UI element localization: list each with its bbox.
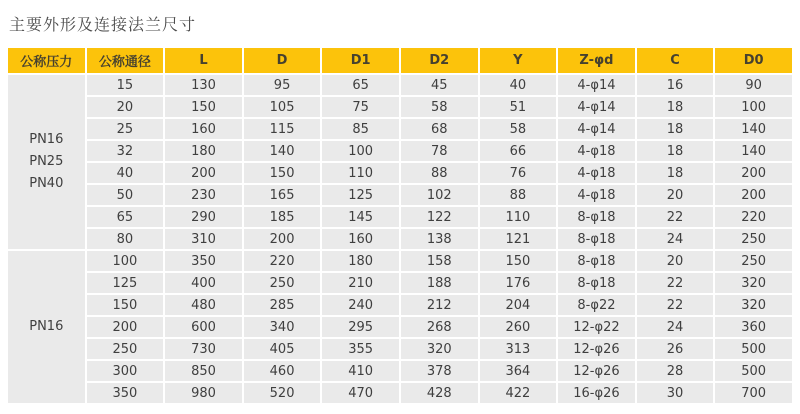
table-cell: 4-φ14 (558, 119, 635, 139)
table-cell: 850 (165, 361, 242, 381)
table-cell: 16-φ26 (558, 383, 635, 403)
table-cell: 125 (87, 273, 164, 293)
table-cell: 250 (244, 273, 321, 293)
table-cell: 200 (715, 185, 792, 205)
table-cell: 160 (165, 119, 242, 139)
table-cell: 90 (715, 75, 792, 95)
table-cell: 320 (401, 339, 478, 359)
table-cell: 28 (637, 361, 714, 381)
table-cell: 176 (480, 273, 557, 293)
table-cell: 138 (401, 229, 478, 249)
table-cell: 130 (165, 75, 242, 95)
table-cell: 350 (165, 251, 242, 271)
table-cell: 295 (322, 317, 399, 337)
table-cell: 200 (87, 317, 164, 337)
table-cell: 185 (244, 207, 321, 227)
table-cell: 18 (637, 163, 714, 183)
table-row (8, 229, 792, 249)
table-cell: 160 (322, 229, 399, 249)
table-row (8, 273, 792, 293)
table-cell: 100 (87, 251, 164, 271)
table-cell: 210 (322, 273, 399, 293)
table-cell: 76 (480, 163, 557, 183)
table-cell: 125 (322, 185, 399, 205)
header-cell: D (244, 48, 321, 73)
table-cell: 18 (637, 119, 714, 139)
table-cell: 22 (637, 295, 714, 315)
table-cell: 75 (322, 97, 399, 117)
pressure-cell (8, 75, 85, 249)
table-row (8, 163, 792, 183)
table-row (8, 75, 792, 95)
table-cell: 250 (715, 229, 792, 249)
table-cell: 200 (244, 229, 321, 249)
table-cell: 12-φ26 (558, 339, 635, 359)
table-cell: 150 (165, 97, 242, 117)
table-cell: 58 (401, 97, 478, 117)
flange-dimension-table (6, 46, 794, 405)
table-cell: 180 (165, 141, 242, 161)
table-cell: 18 (637, 97, 714, 117)
table-cell: 200 (715, 163, 792, 183)
table-cell: 730 (165, 339, 242, 359)
table-cell: 4-φ14 (558, 97, 635, 117)
table-cell: 102 (401, 185, 478, 205)
table-cell: 220 (244, 251, 321, 271)
header-cell: D2 (401, 48, 478, 73)
pressure-label: PN16 (29, 132, 64, 147)
header-cell: D0 (715, 48, 792, 73)
page-title: 主要外形及连接法兰尺寸 (9, 15, 197, 34)
table-cell: 65 (322, 75, 399, 95)
table-cell: 364 (480, 361, 557, 381)
table-cell: 95 (244, 75, 321, 95)
table-cell: 140 (715, 141, 792, 161)
table-cell: 140 (244, 141, 321, 161)
table-cell: 405 (244, 339, 321, 359)
table-cell: 78 (401, 141, 478, 161)
table-row (8, 207, 792, 227)
table-cell: 100 (322, 141, 399, 161)
table-cell: 51 (480, 97, 557, 117)
table-cell: 260 (480, 317, 557, 337)
header-cell: Z-φd (558, 48, 635, 73)
table-cell: 200 (165, 163, 242, 183)
table-cell: 20 (87, 97, 164, 117)
table-cell: 320 (715, 295, 792, 315)
table-cell: 8-φ18 (558, 207, 635, 227)
table-cell: 88 (401, 163, 478, 183)
table-cell: 50 (87, 185, 164, 205)
table-cell: 8-φ22 (558, 295, 635, 315)
table-cell: 158 (401, 251, 478, 271)
table-cell: 230 (165, 185, 242, 205)
table-cell: 12-φ22 (558, 317, 635, 337)
table-row (8, 361, 792, 381)
table-row (8, 119, 792, 139)
pressure-cell (8, 251, 85, 403)
table-cell: 18 (637, 141, 714, 161)
table-row (8, 141, 792, 161)
table-cell: 85 (322, 119, 399, 139)
header-cell: L (165, 48, 242, 73)
table-cell: 150 (244, 163, 321, 183)
table-cell: 8-φ18 (558, 229, 635, 249)
table-cell: 26 (637, 339, 714, 359)
table-cell: 22 (637, 273, 714, 293)
table-row (8, 185, 792, 205)
table-cell: 355 (322, 339, 399, 359)
table-row (8, 97, 792, 117)
table-cell: 422 (480, 383, 557, 403)
header-cell: 公称通径 (87, 48, 164, 73)
table-row (8, 317, 792, 337)
table-cell: 4-φ18 (558, 185, 635, 205)
table-header-row (8, 48, 792, 73)
table-cell: 600 (165, 317, 242, 337)
table-cell: 145 (322, 207, 399, 227)
table-cell: 12-φ26 (558, 361, 635, 381)
table-cell: 24 (637, 229, 714, 249)
table-cell: 22 (637, 207, 714, 227)
table-cell: 40 (480, 75, 557, 95)
table-cell: 140 (715, 119, 792, 139)
table-cell: 25 (87, 119, 164, 139)
table-cell: 340 (244, 317, 321, 337)
header-cell: C (637, 48, 714, 73)
table-cell: 68 (401, 119, 478, 139)
table-cell: 250 (87, 339, 164, 359)
table-row (8, 339, 792, 359)
table-cell: 24 (637, 317, 714, 337)
table-cell: 45 (401, 75, 478, 95)
table-cell: 115 (244, 119, 321, 139)
table-cell: 204 (480, 295, 557, 315)
table-cell: 32 (87, 141, 164, 161)
table-cell: 110 (480, 207, 557, 227)
table-cell: 313 (480, 339, 557, 359)
header-cell: D1 (322, 48, 399, 73)
table-cell: 520 (244, 383, 321, 403)
pressure-label: PN25 (29, 154, 64, 169)
table-cell: 500 (715, 361, 792, 381)
table-cell: 16 (637, 75, 714, 95)
table-cell: 268 (401, 317, 478, 337)
table-cell: 180 (322, 251, 399, 271)
table-cell: 4-φ18 (558, 141, 635, 161)
header-cell: 公称压力 (8, 48, 85, 73)
table-cell: 80 (87, 229, 164, 249)
table-cell: 66 (480, 141, 557, 161)
table-cell: 220 (715, 207, 792, 227)
table-cell: 20 (637, 185, 714, 205)
table-cell: 8-φ18 (558, 273, 635, 293)
table-cell: 700 (715, 383, 792, 403)
table-cell: 150 (480, 251, 557, 271)
table-cell: 88 (480, 185, 557, 205)
table-cell: 15 (87, 75, 164, 95)
table-cell: 188 (401, 273, 478, 293)
table-cell: 480 (165, 295, 242, 315)
table-cell: 428 (401, 383, 478, 403)
table-cell: 250 (715, 251, 792, 271)
table-cell: 121 (480, 229, 557, 249)
table-cell: 20 (637, 251, 714, 271)
table-cell: 980 (165, 383, 242, 403)
table-cell: 30 (637, 383, 714, 403)
pressure-label: PN40 (29, 176, 64, 191)
table-cell: 105 (244, 97, 321, 117)
table-cell: 150 (87, 295, 164, 315)
table-cell: 400 (165, 273, 242, 293)
table-cell: 65 (87, 207, 164, 227)
table-cell: 4-φ14 (558, 75, 635, 95)
table-cell: 500 (715, 339, 792, 359)
table-cell: 165 (244, 185, 321, 205)
pressure-label: PN16 (29, 319, 64, 334)
table-row (8, 383, 792, 403)
table-cell: 240 (322, 295, 399, 315)
table-cell: 40 (87, 163, 164, 183)
table-cell: 320 (715, 273, 792, 293)
table-cell: 8-φ18 (558, 251, 635, 271)
table-cell: 4-φ18 (558, 163, 635, 183)
table-cell: 285 (244, 295, 321, 315)
table-cell: 300 (87, 361, 164, 381)
table-cell: 122 (401, 207, 478, 227)
table-cell: 58 (480, 119, 557, 139)
table-cell: 110 (322, 163, 399, 183)
table-cell: 470 (322, 383, 399, 403)
table-cell: 290 (165, 207, 242, 227)
table-cell: 360 (715, 317, 792, 337)
table-cell: 460 (244, 361, 321, 381)
table-cell: 410 (322, 361, 399, 381)
table-cell: 310 (165, 229, 242, 249)
table-cell: 212 (401, 295, 478, 315)
table-row (8, 251, 792, 271)
table-cell: 100 (715, 97, 792, 117)
header-cell: Y (480, 48, 557, 73)
table-row (8, 295, 792, 315)
table-cell: 350 (87, 383, 164, 403)
table-cell: 378 (401, 361, 478, 381)
